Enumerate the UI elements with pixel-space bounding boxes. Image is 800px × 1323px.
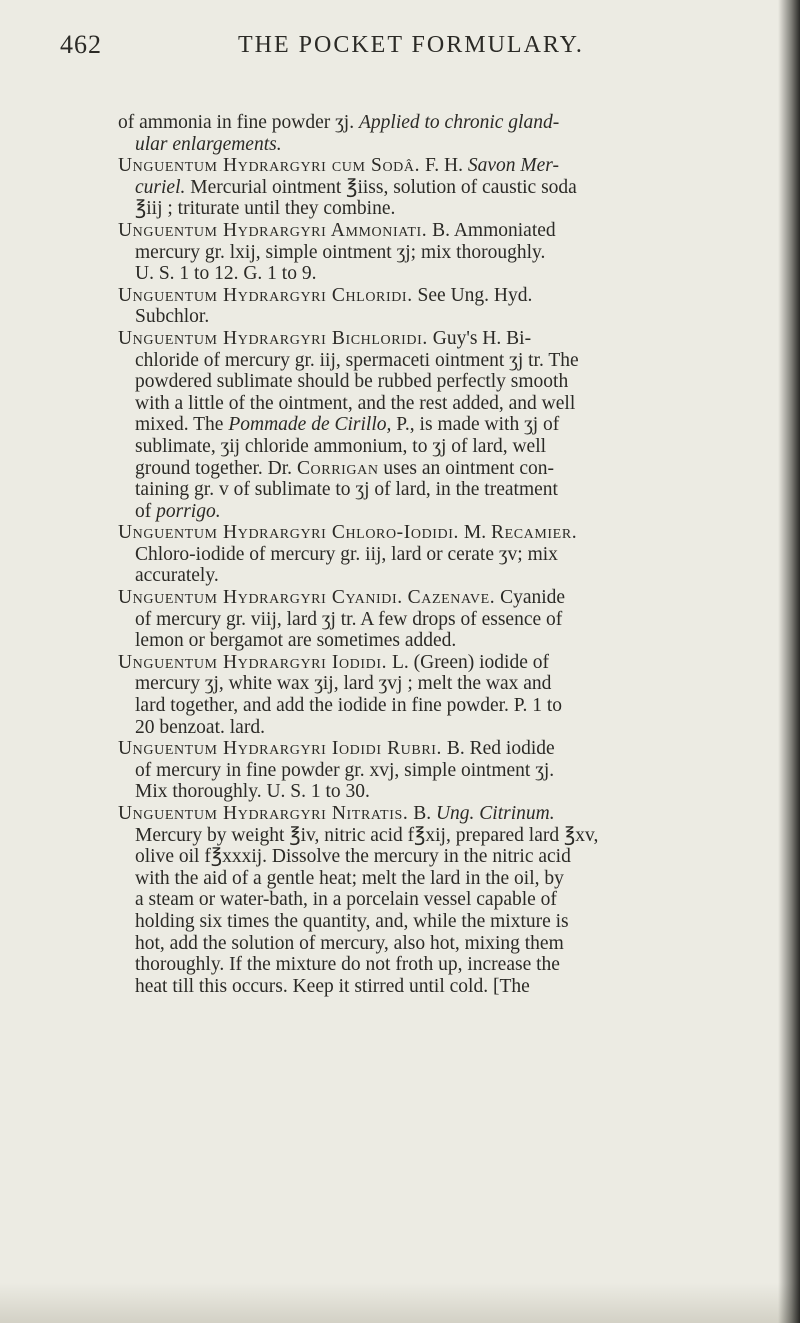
text-segment: Unguentum Hydrargyri Iodidi Rubri. <box>118 738 442 760</box>
text-segment: B. Red iodide <box>442 738 555 760</box>
text-line <box>118 479 762 501</box>
text-line <box>118 306 762 328</box>
text-segment: taining gr. v of sublimate to ʒj of lard, in the treatment <box>135 479 558 501</box>
text-segment: Mercury by weight ℥iv, nitric acid f℥xij, prepared lard ℥xv, <box>135 824 599 846</box>
text-line <box>118 501 762 523</box>
text-segment: curiel. <box>135 176 186 198</box>
text-line <box>118 933 762 955</box>
text-line <box>118 738 762 760</box>
text-segment: B. Ammoniated <box>427 219 556 241</box>
text-segment: Cazenave. <box>407 587 496 609</box>
text-line <box>118 565 762 587</box>
text-segment: Ung. Citrinum. <box>435 803 555 824</box>
text-segment: Unguentum Hydrargyri Bichloridi. <box>118 327 428 349</box>
text-segment: Applied to chronic gland- <box>358 112 560 133</box>
text-segment: B. <box>408 803 436 824</box>
text-segment: 20 benzoat. lard. <box>135 716 265 738</box>
text-line <box>118 911 762 933</box>
text-segment: heat till this occurs. Keep it stirred until cold. [The <box>135 975 530 997</box>
text-segment: Cyanide <box>495 587 566 609</box>
text-line <box>118 846 762 868</box>
text-segment: Unguentum Hydrargyri Cyanidi. <box>118 587 403 609</box>
text-line <box>118 112 762 134</box>
page-binding-edge <box>778 0 800 1323</box>
text-segment: olive oil f℥xxxij. Dissolve the mercury in the nitric acid <box>135 846 571 868</box>
text-line <box>118 263 762 285</box>
text-segment: P., is made with ʒj of <box>391 414 560 436</box>
text-line <box>118 198 762 220</box>
text-line <box>118 414 762 436</box>
page-header <box>60 30 760 70</box>
text-segment: Unguentum Hydrargyri Nitratis. <box>118 803 409 824</box>
text-line <box>118 717 762 739</box>
text-line <box>118 825 762 847</box>
text-segment: Corrigan <box>296 457 379 479</box>
text-line <box>118 371 762 393</box>
text-line <box>118 673 762 695</box>
text-line <box>118 393 762 415</box>
text-segment: Unguentum Hydrargyri Ammoniati. <box>118 219 428 241</box>
text-segment: powdered sublimate should be rubbed perfectly smooth <box>135 371 569 393</box>
text-segment: with a little of the ointment, and the rest added, and well <box>135 392 576 414</box>
text-segment: Unguentum Hydrargyri Chloro-Iodidi. <box>118 522 459 544</box>
text-segment: holding six times the quantity, and, while the mixture is <box>135 910 569 932</box>
text-line <box>118 889 762 911</box>
text-segment: of <box>135 500 157 522</box>
text-line <box>118 868 762 890</box>
text-line <box>118 522 762 544</box>
text-line <box>118 242 762 264</box>
text-line <box>118 544 762 566</box>
text-segment: thoroughly. If the mixture do not froth up, increase the <box>135 954 560 976</box>
text-segment: See Ung. Hyd. <box>412 284 533 306</box>
text-line <box>118 954 762 976</box>
text-line <box>118 803 762 825</box>
text-segment: F. H. <box>420 155 468 177</box>
text-line <box>118 350 762 372</box>
text-line <box>118 976 762 998</box>
running-title: THE POCKET FORMULARY. <box>238 32 584 58</box>
text-segment: lemon or bergamot are sometimes added. <box>135 630 457 652</box>
text-line <box>118 458 762 480</box>
text-segment: Mercurial ointment ℥iiss, solution of caustic soda <box>185 176 577 198</box>
text-segment: Mix thoroughly. U. S. 1 to 30. <box>135 781 370 803</box>
text-line <box>118 134 762 156</box>
text-segment: L. (Green) iodide of <box>387 651 549 673</box>
text-segment: lard together, and add the iodide in fine powder. P. 1 to <box>135 695 563 717</box>
body-text <box>118 112 762 997</box>
text-segment: sublimate, ʒij chloride ammonium, to ʒj of lard, well <box>135 435 547 457</box>
text-segment: Savon Mer- <box>467 155 559 177</box>
text-segment: mixed. The <box>135 414 229 436</box>
page-number: 462 <box>60 30 102 59</box>
text-line <box>118 285 762 307</box>
text-segment: ℥iij ; triturate until they combine. <box>135 198 396 220</box>
text-line <box>118 436 762 458</box>
text-segment: of mercury in fine powder gr. xvj, simple ointment ʒj. <box>135 759 555 781</box>
text-line <box>118 155 762 177</box>
text-segment: Unguentum Hydrargyri Chloridi. <box>118 284 413 306</box>
text-segment: a steam or water-bath, in a porcelain vessel capable of <box>135 889 557 911</box>
text-segment: Recamier. <box>490 522 578 544</box>
page-bottom-shadow <box>0 1283 800 1323</box>
text-segment: mercury gr. lxij, simple ointment ʒj; mix thoroughly. <box>135 241 546 263</box>
text-segment: of mercury gr. viij, lard ʒj tr. A few drops of essence of <box>135 608 563 630</box>
text-line <box>118 177 762 199</box>
text-line <box>118 220 762 242</box>
text-segment: chloride of mercury gr. iij, spermaceti ointment ʒj tr. The <box>135 349 579 371</box>
text-segment: Chloro-iodide of mercury gr. iij, lard or cerate ʒv; mix <box>135 543 558 565</box>
text-line <box>118 652 762 674</box>
text-segment: porrigo. <box>156 500 221 522</box>
text-segment: ular enlargements. <box>135 133 282 155</box>
text-line <box>118 587 762 609</box>
text-segment: of ammonia in fine powder ʒj. <box>118 112 359 133</box>
text-segment: Pommade de Cirillo, <box>228 414 392 436</box>
text-line <box>118 609 762 631</box>
text-line <box>118 695 762 717</box>
text-line <box>118 760 762 782</box>
text-segment: accurately. <box>135 565 219 587</box>
text-segment: Unguentum Hydrargyri cum Sodâ. <box>118 155 421 177</box>
text-segment: Subchlor. <box>135 306 210 328</box>
text-line <box>118 328 762 350</box>
text-segment: with the aid of a gentle heat; melt the lard in the oil, by <box>135 867 564 889</box>
text-segment: M. <box>459 522 491 544</box>
text-segment: Guy's H. Bi- <box>427 327 532 349</box>
text-segment: mercury ʒj, white wax ʒij, lard ʒvj ; melt the wax and <box>135 673 552 695</box>
text-segment: uses an ointment con- <box>378 457 554 479</box>
text-segment: ground together. Dr. <box>135 457 297 479</box>
text-segment: U. S. 1 to 12. G. 1 to 9. <box>135 263 317 285</box>
text-segment: hot, add the solution of mercury, also hot, mixing them <box>135 932 564 954</box>
text-segment: Unguentum Hydrargyri Iodidi. <box>118 651 388 673</box>
text-line <box>118 630 762 652</box>
text-line <box>118 781 762 803</box>
